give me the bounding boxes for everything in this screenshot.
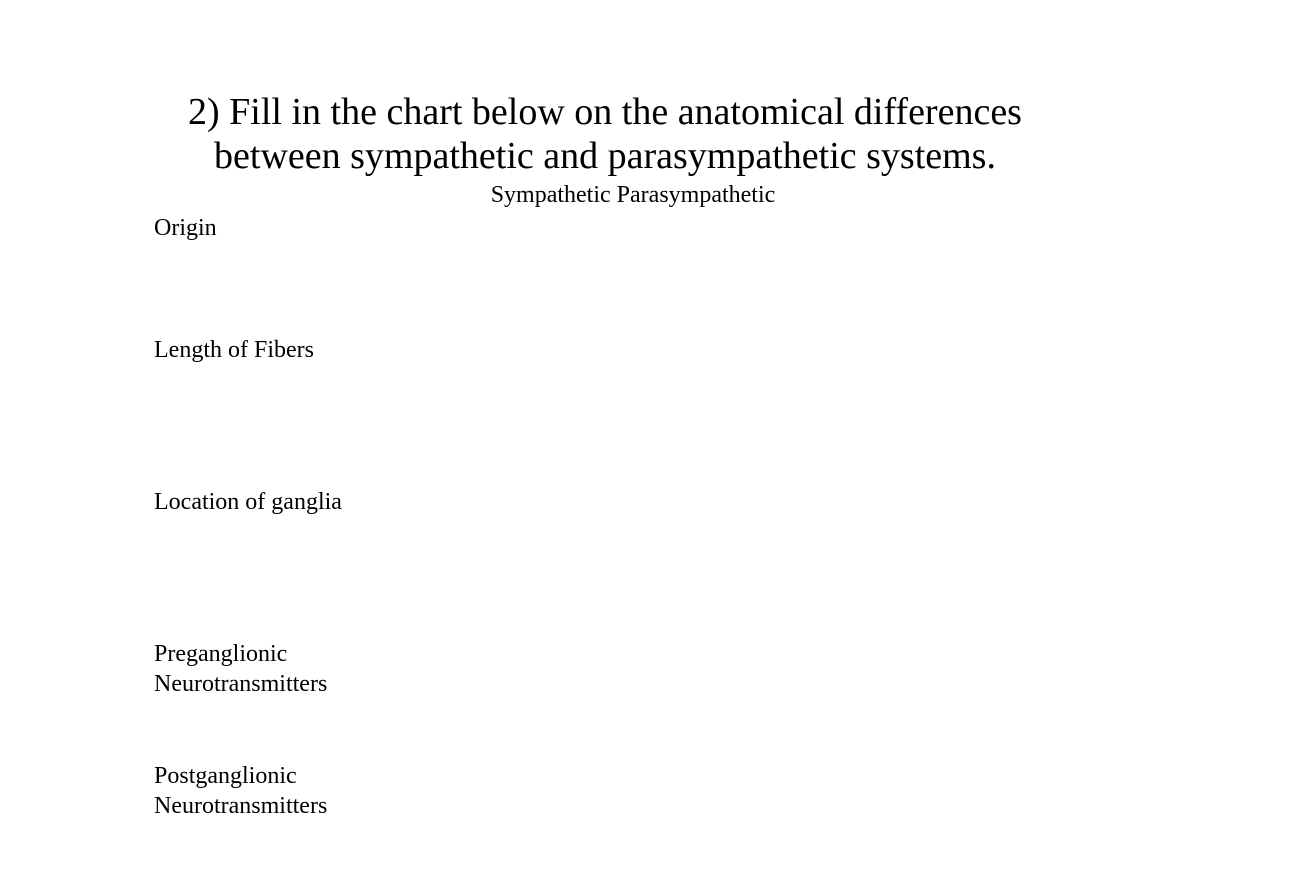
- row-label-text: Location of ganglia: [154, 489, 342, 515]
- row-label-text-line-1: Postganglionic: [154, 763, 297, 789]
- row-label-text-line-2: Neurotransmitters: [154, 671, 328, 697]
- row-label-text: Length of Fibers: [154, 337, 314, 363]
- row-label-preganglionic-neurotransmitters: [154, 639, 327, 699]
- column-header-sympathetic: Sympathetic: [490, 182, 611, 208]
- question-prompt: [150, 90, 1060, 178]
- row-label-location-of-ganglia: [154, 487, 342, 517]
- row-label-text-line-1: Preganglionic: [154, 641, 288, 667]
- question-line-1: 2) Fill in the chart below on the anatomical differences: [188, 91, 1022, 133]
- row-label-length-of-fibers: [154, 335, 314, 365]
- row-label-postganglionic-neurotransmitters: [154, 761, 327, 821]
- row-label-origin: [154, 213, 217, 243]
- row-label-text: Origin: [154, 215, 217, 241]
- row-label-text-line-2: Neurotransmitters: [154, 793, 328, 819]
- column-headers: [383, 181, 883, 209]
- column-header-parasympathetic: Parasympathetic: [616, 182, 776, 208]
- question-line-2: between sympathetic and parasympathetic systems.: [214, 135, 996, 177]
